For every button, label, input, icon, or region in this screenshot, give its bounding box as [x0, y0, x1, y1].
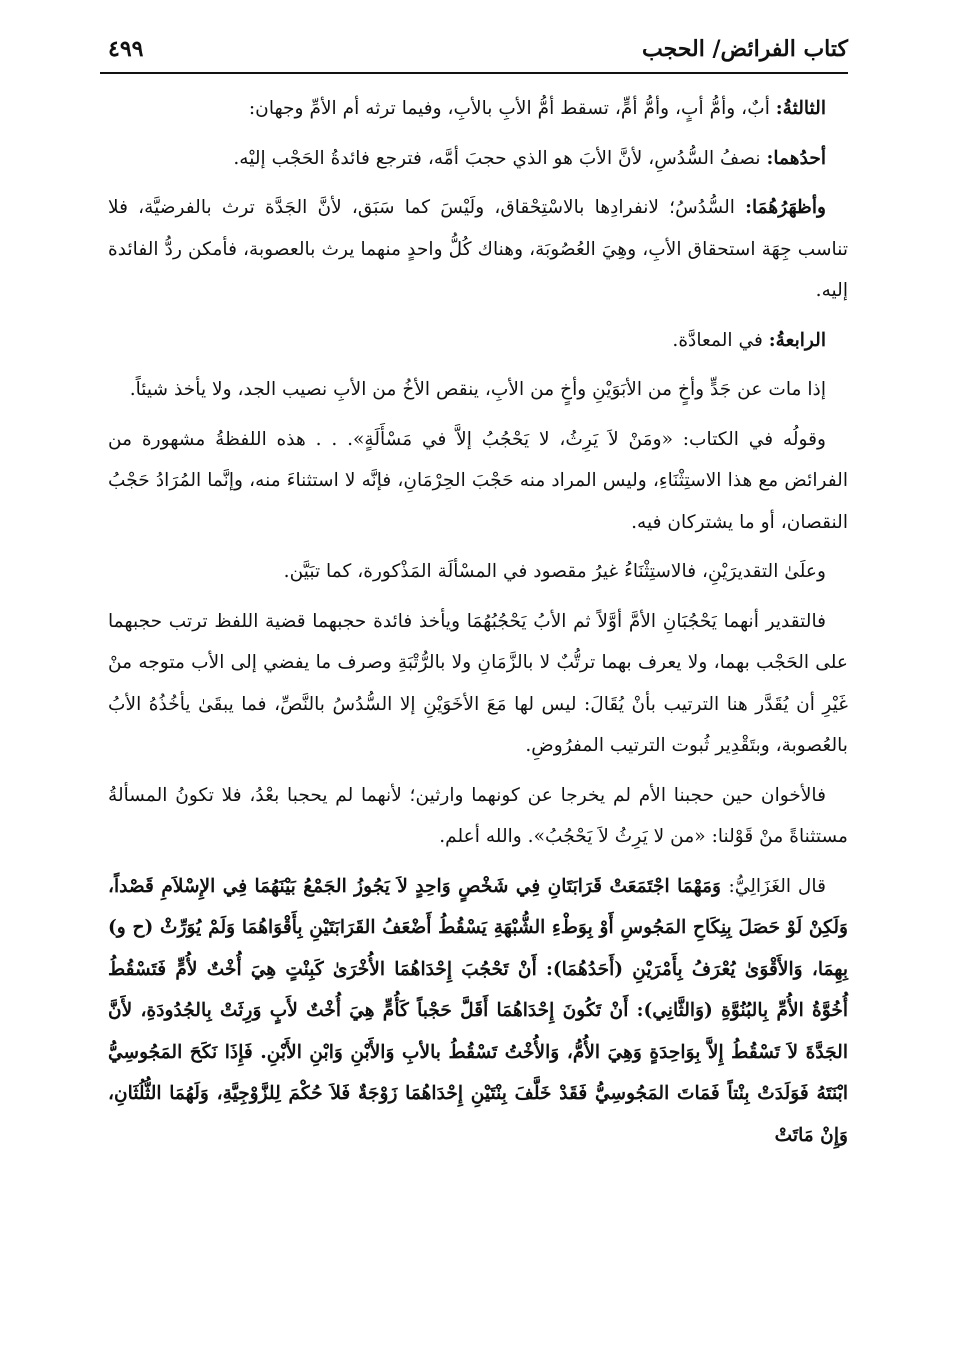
- paragraph-text: وقولُه في الكتاب: «ومَنْ لاَ يَرِثُ، لا يَحْجُبُ إلاَّ في مَسْأَلَةٍ». . . هذه اللفظةُ مشهورة من الفرائض مع هذا الاستِثْنَاءِ، وليس المراد منه حَجْبَ الحِرْمَانِ، فإنَّه لا استثناءَ منه، وإنَّما المُرَادُ حَجْبُ النقصان، أو ما يشتركان فيه.: [108, 428, 848, 533]
- page-header: [100, 32, 848, 72]
- paragraph-grandfather-case: [108, 369, 848, 411]
- paragraph-lead: وأظهَرُهُمَا:: [745, 197, 826, 218]
- paragraph-text: فالتقدير أنهما يَحْجُبَانِ الأمَّ أوَّلاً ثم الأبُ يَحْجُبُهُمَا ويأخذ فائدة حجبهما قضية اللفظ ترتب حجبهما على الحَجْب بهما، ولا يعرف بهما ترتُّبٌ لا بالزَّمَانِ ولا بالرُّتْبَةِ وصرف ما يفضي إلى الأب متوجه منْ غَيْرِ أن يُقَدَّر هنا الترتيب بأنْ يُقَالَ: ليس لها مَعَ الأخَوَيْنِ إلا السُّدُسُ بالنَّصِّ، فما يبقَىٰ يأخُذُهُ الأبُ بالعُصوبة، وبتَقْدِير ثُبوت الترتيب المفرُوضِ.: [108, 610, 848, 756]
- paragraph-first-view: [108, 138, 848, 180]
- paragraph-book-statement: [108, 419, 848, 544]
- paragraph-text: وعلَىٰ التقديرَيْنِ، فالاستِثْنَاءُ غيرُ مقصود في المسْألَة المَذْكورة، كما تبَيَّن.: [283, 561, 826, 582]
- header-rule: [100, 72, 848, 74]
- paragraph-fourth-case: [108, 320, 848, 362]
- paragraph-text: فالأخوان حين حجبنا الأم لم يخرجا عن كونهما وارثين؛ لأنهما لم يحجبا بعْدُ، فلا تكونُ المسألةُ مستثناةً منْ قَوْلنا: «من لا يَرِثُ لاَ يَحْجُبُ». والله أعلم.: [108, 784, 848, 847]
- paragraph-text: في المعادَّة.: [672, 329, 769, 351]
- ghazali-quote: [108, 866, 848, 1157]
- paragraph-text: نصفُ السُّدُسِ، لأنَّ الأبَ هو الذي حجبَ أمَّه، فترجع فائدةُ الحَجْب إليْه.: [233, 147, 767, 169]
- paragraph-third-case: [108, 88, 848, 130]
- paragraph-stronger-view: [108, 187, 848, 312]
- paragraph-estimation-detail: [108, 601, 848, 767]
- paragraph-text: إذا مات عن جَدٍّ وأخٍ من الأبَوَيْنِ وأخٍ من الأبِ، ينقص الأخُ من الأبِ نصيب الجد، ولا يأخذ شيئاً.: [129, 379, 826, 400]
- page-body: [108, 88, 848, 1164]
- paragraph-text: السُّدُسُ؛ لانفرادِها بالاسْتِحْقاق، ولَيْسَ كما سَبَق، لأنَّ الجَدَّة ترث بالفرضيَّة، فلا تناسب جِهَة استحقاق الأبِ، وهِيَ العُصُوبَة، وهناك كُلُّ واحدٍ منهما يرث بالعصوبة، فأمكن ردُّ الفائدة إليه.: [108, 197, 848, 301]
- paragraph-lead: الرابعةُ:: [768, 329, 826, 351]
- paragraph-text: أبٌ، وأمُّ أبٍ، وأمُّ أمٍّ، تسقط أمُّ الأبِ بالأبِ، وفيما ترثه أم الأمِّ وجهان:: [248, 98, 776, 119]
- paragraph-lead: أحدُهما:: [766, 147, 826, 169]
- page-number: ٤٩٩: [108, 36, 144, 62]
- paragraph-lead: الثالثةُ:: [775, 98, 826, 119]
- paragraph-two-estimations: [108, 551, 848, 593]
- paragraph-two-brothers: [108, 775, 848, 858]
- running-title: كتاب الفرائض/ الحجب: [642, 36, 848, 62]
- quote-text: وَمَهْمَا اجْتَمَعَتْ قَرَابَتَانِ فِي شَخْصٍ وَاحِدٍ لاَ يَجُوزُ الجَمْعُ بَيْنَهُمَا فِي الإِسْلاَمِ قَصْداً، وَلَكِنْ لَوْ حَصَلَ بِنِكَاحِ المَجُوسِ أَوْ بِوَطْءِ الشُّبْهَةِ يَسْقُطُ أَضْعَفُ القَرَابَتَيْنِ بِأَقْوَاهُمَا وَلَمْ يُوَرِّثْ (ح و) بِهِمَا، وَالأَقْوَىٰ يُعْرَفُ بِأَمْرَيْنِ (أَحَدُهُمَا): أَنْ تَحْجُبَ إِحْدَاهُمَا الأُخْرَىٰ كَبِنْتٍ هِيَ أُخْتٌ لأُمٍّ فَتَسْقُطُ أُخُوَّةُ الأُمِّ بِالبُنُوَّةِ (وَالثَّانِي): أَنْ تَكُونَ إِحْدَاهُمَا أَقَلَّ حَجْباً كَأُمٍّ هِيَ أُخْتٌ لأَبٍ وَرِثَتْ بِالجُدُودَةِ، لأَنَّ الجَدَّةَ لاَ تَسْقُطُ إِلاَّ بِوَاحِدَةٍ وَهِيَ الأُمُّ، وَالأُخْتُ تَسْقُطُ بالأبِ وَالأَبْنِ وَابْنِ الأَبْنِ. فَإِذَا نَكَحَ المَجُوسِيُّ ابْنَتَهُ فَوَلَدَتْ بِنْتاً فَمَاتَ المَجُوسِيُّ فَقَدْ خَلَّفَ بِنْتَيْنِ إِحْدَاهُمَا زَوْجَةٌ فَلاَ حُكْمَ لِلزَّوْجِيَّةِ، وَلَهُمَا الثُّلُثَانِ، وَإِنْ مَاتَتْ: [108, 875, 848, 1146]
- quote-lead: قال الغَزَالِيُّ:: [728, 875, 826, 897]
